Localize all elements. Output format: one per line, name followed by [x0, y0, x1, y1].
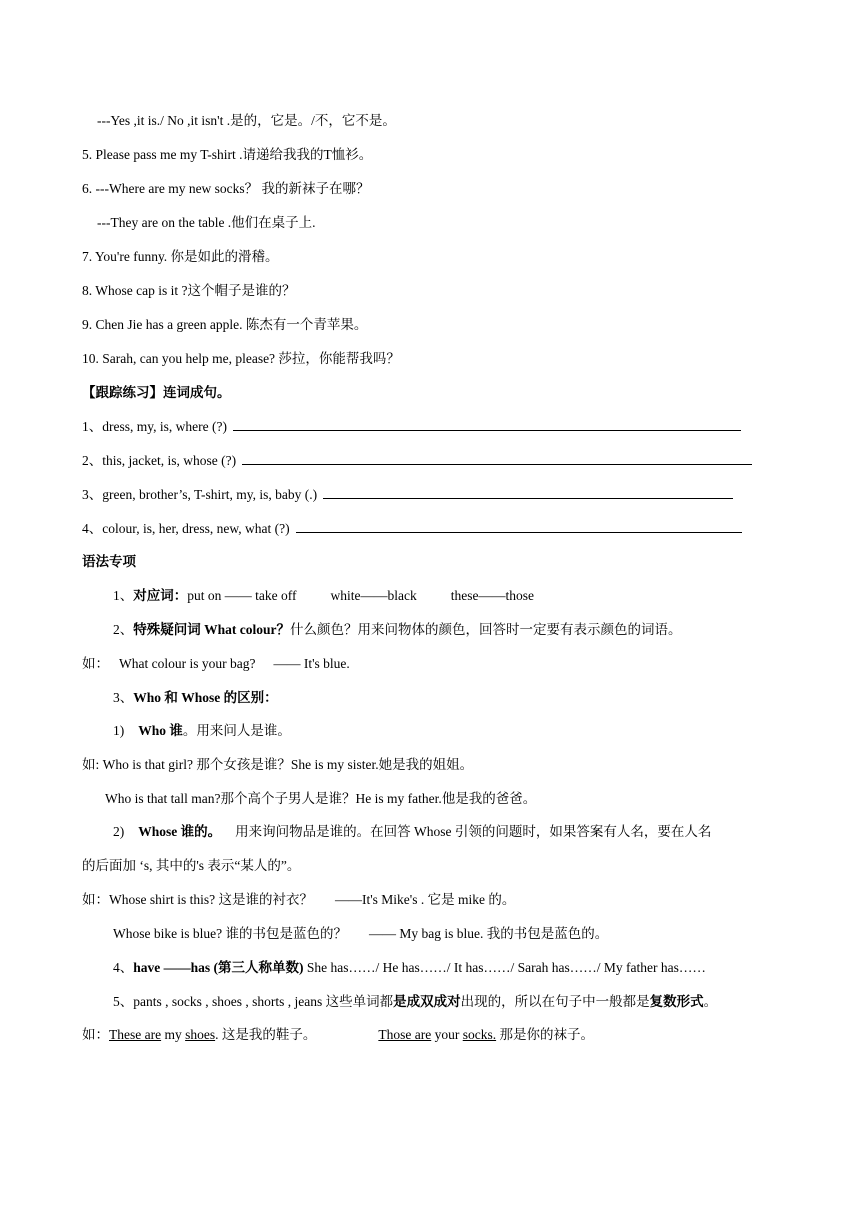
sub-1-example-1: 如: Who is that girl? 那个女孩是谁？She is my sister.她是我的姐姐。 — [82, 757, 474, 772]
sub-1-label: Who 谁 — [138, 723, 183, 738]
sentence-6-answer: ---They are on the table .他们在桌子上. — [97, 215, 316, 230]
practice-item-2-text: 2、this, jacket, is, whose (?) — [82, 453, 237, 468]
point-3-sub-1 — [113, 722, 291, 740]
grammar-point-5 — [113, 993, 717, 1011]
answer-blank-2[interactable] — [242, 452, 752, 465]
point-1-pair-a: put on —— take off — [187, 588, 297, 603]
example-answer: —— My bag is blue. 我的书包是蓝色的。 — [368, 926, 609, 941]
point-1-label: 对应词： — [133, 588, 188, 603]
example-question: What colour is your bag? — [119, 656, 256, 671]
sentence-9: 9. Chen Jie has a green apple. 陈杰有一个青苹果。 — [82, 317, 368, 332]
sub-2-example-1 — [82, 891, 515, 909]
grammar-point-1 — [113, 587, 534, 605]
point-2-example — [82, 655, 350, 673]
point-5-text-a: pants , socks , shoes , shorts , jeans 这些单词都 — [133, 994, 394, 1009]
example-1-underline-a: These are — [109, 1027, 162, 1042]
practice-item-1 — [82, 418, 741, 436]
practice-item-3-text: 3、green, brother’s, T-shirt, my, is, baby (.) — [82, 487, 318, 502]
example-question: Whose shirt is this? 这是谁的衬衣？ — [109, 892, 313, 907]
sub-2-number: 2) — [113, 824, 125, 839]
example-2-rest: 那是你的袜子。 — [496, 1027, 594, 1042]
point-5-bold-1: 是成双成对 — [393, 994, 461, 1009]
point-5-number: 5、 — [113, 994, 134, 1009]
point-3-sub-2 — [113, 823, 711, 841]
point-4-number: 4、 — [113, 960, 134, 975]
point-1-pair-c: these——those — [450, 588, 534, 603]
example-question: Whose bike is blue? 谁的书包是蓝色的？ — [113, 926, 347, 941]
answer-line: ---Yes ,it is./ No ,it isn't .是的，它是。/不，它不是。 — [97, 113, 396, 128]
practice-item-3 — [82, 486, 733, 504]
point-2-number: 2、 — [113, 622, 134, 637]
point-1-pair-b: white——black — [330, 588, 417, 603]
point-5-bold-2: 复数形式 — [649, 994, 704, 1009]
answer-blank-1[interactable] — [233, 418, 741, 431]
point-2-label: 特殊疑问词 What colour？ — [133, 622, 290, 637]
point-5-example — [82, 1026, 594, 1044]
sub-2-text-continued: 的后面加 ‘s, 其中的's 表示“某人的”。 — [82, 858, 301, 873]
grammar-heading: 语法专项 — [82, 554, 136, 569]
point-4-label: have ——has (第三人称单数) — [133, 960, 304, 975]
example-answer: —— It's blue. — [273, 656, 350, 671]
practice-item-2 — [82, 452, 752, 470]
point-5-text-b: 出现的，所以在句子中一般都是 — [460, 994, 650, 1009]
grammar-point-2 — [113, 621, 682, 639]
sub-1-number: 1) — [113, 723, 125, 738]
point-3-label: Who 和 Whose 的区别： — [133, 690, 278, 705]
example-1-mid: my — [161, 1027, 186, 1042]
example-2-underline-a: Those are — [378, 1027, 432, 1042]
example-2-mid: your — [431, 1027, 463, 1042]
point-5-text-c: 。 — [703, 994, 718, 1009]
example-1-rest: . 这是我的鞋子。 — [215, 1027, 317, 1042]
sentence-5: 5. Please pass me my T-shirt .请递给我我的T恤衫。 — [82, 147, 373, 162]
practice-item-4 — [82, 520, 742, 538]
sentence-10: 10. Sarah, can you help me, please? 莎拉，你能帮我吗？ — [82, 351, 400, 366]
example-label: 如： — [82, 892, 109, 907]
practice-item-1-text: 1、dress, my, is, where (?) — [82, 419, 227, 434]
example-2-underline-b: socks. — [462, 1027, 497, 1042]
sub-2-label: Whose 谁的。 — [138, 824, 222, 839]
point-3-number: 3、 — [113, 690, 134, 705]
grammar-point-3 — [113, 689, 278, 707]
answer-blank-4[interactable] — [296, 520, 742, 533]
sub-2-text: 用来询问物品是谁的。在回答 Whose 引领的问题时，如果答案有人名，要在人名 — [235, 824, 712, 839]
example-label: 如： — [82, 656, 109, 671]
answer-blank-3[interactable] — [323, 486, 733, 499]
sentence-6: 6. ---Where are my new socks？ 我的新袜子在哪？ — [82, 181, 370, 196]
sentence-7: 7. You're funny. 你是如此的滑稽。 — [82, 249, 279, 264]
point-4-text: She has……/ He has……/ It has……/ Sarah has……/ My father has…… — [303, 960, 706, 975]
sub-2-example-2 — [113, 925, 608, 943]
sentence-8: 8. Whose cap is it ?这个帽子是谁的？ — [82, 283, 296, 298]
example-1-underline-b: shoes — [185, 1027, 216, 1042]
example-label: 如： — [82, 1027, 109, 1042]
grammar-point-4 — [113, 959, 706, 977]
practice-heading: 【跟踪练习】连词成句。 — [82, 385, 231, 400]
example-answer: ——It's Mike's . 它是 mike 的。 — [335, 892, 516, 907]
point-2-text: 什么颜色？用来问物体的颜色，回答时一定要有表示颜色的词语。 — [290, 622, 682, 637]
sub-1-example-2: Who is that tall man?那个高个子男人是谁？He is my father.他是我的爸爸。 — [105, 791, 537, 806]
practice-item-4-text: 4、colour, is, her, dress, new, what (?) — [82, 521, 290, 536]
sub-1-text: 。用来问人是谁。 — [182, 723, 291, 738]
point-1-number: 1、 — [113, 588, 134, 603]
